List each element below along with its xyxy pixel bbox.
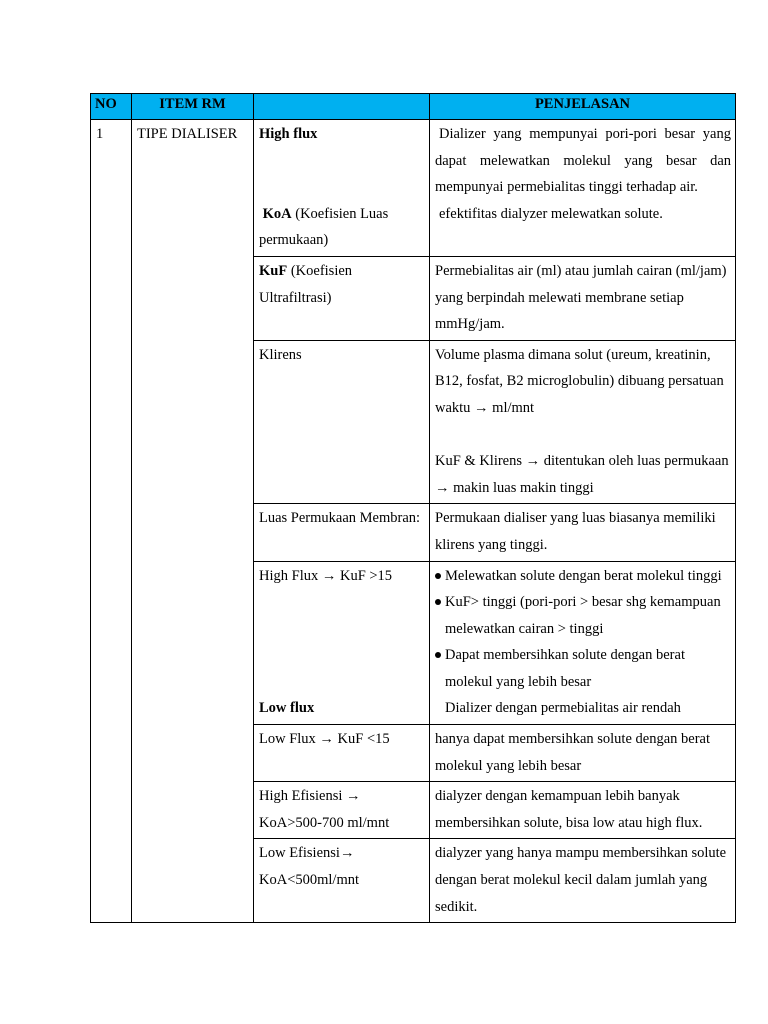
bullet-item: KuF> tinggi (pori-pori > besar shg kemampuan melewatkan cairan > tinggi bbox=[435, 589, 731, 642]
row-item: TIPE DIALISER bbox=[132, 120, 254, 923]
lowflux-kuf: Low Flux → KuF <15 bbox=[254, 725, 430, 782]
highflux-kuf: High Flux → KuF >15 bbox=[259, 567, 393, 584]
highflux-title: High flux bbox=[259, 126, 318, 142]
kuf-klirens-desc: KuF & Klirens → ditentukan oleh luas permukaan → makin luas makin tinggi bbox=[435, 453, 729, 496]
low-efisiensi-desc: dialyzer yang hanya mampu membersihkan solute dengan berat molekul kecil dalam jumlah yang sedikit. bbox=[430, 839, 736, 923]
lowflux-kuf-desc: hanya dapat membersihkan solute dengan berat molekul yang lebih besar bbox=[430, 725, 736, 782]
bullet-item: Dapat membersihkan solute dengan berat molekul yang lebih besar bbox=[435, 642, 731, 695]
header-penjelasan: PENJELASAN bbox=[430, 94, 736, 120]
low-efisiensi: Low Efisiensi→ KoA<500ml/mnt bbox=[254, 839, 430, 923]
highflux-desc: Dializer yang mempunyai pori-pori besar yang dapat melewatkan molekul yang besar dan mempunyai permebialitas tinggi terhadap air. bbox=[435, 126, 731, 196]
header-no: NO bbox=[91, 94, 132, 120]
cell-klirens-desc bbox=[430, 340, 736, 504]
table-header-row bbox=[91, 94, 736, 120]
kuf-desc: Permebialitas air (ml) atau jumlah cairan (ml/jam) yang berpindah melewati membrane setiap mmHg/jam. bbox=[430, 256, 736, 340]
klirens-title: Klirens bbox=[254, 340, 430, 504]
cell-highflux-lowflux bbox=[254, 561, 430, 725]
table-row bbox=[91, 120, 736, 257]
koa-desc: efektifitas dialyzer melewatkan solute. bbox=[439, 205, 663, 222]
koa-label: KoA (Koefisien Luas permukaan) bbox=[259, 205, 389, 249]
dialyzer-table bbox=[90, 93, 736, 923]
bullet-item: Melewatkan solute dengan berat molekul tinggi bbox=[435, 563, 731, 590]
cell-kuf: KuF (Koefisien Ultrafiltrasi) bbox=[254, 256, 430, 340]
high-efisiensi-desc: dialyzer dengan kemampuan lebih banyak membersihkan solute, bisa low atau high flux. bbox=[430, 782, 736, 839]
lowflux-title: Low flux bbox=[259, 700, 315, 717]
high-efisiensi: High Efisiensi → KoA>500-700 ml/mnt bbox=[254, 782, 430, 839]
row-number: 1 bbox=[91, 120, 132, 923]
header-item-rm: ITEM RM bbox=[132, 94, 254, 120]
header-subitem bbox=[254, 94, 430, 120]
cell-highflux-koa bbox=[254, 120, 430, 257]
luas-title: Luas Permukaan Membran: bbox=[254, 504, 430, 561]
cell-highflux-bullets bbox=[430, 561, 736, 725]
cell-highflux-desc bbox=[430, 120, 736, 257]
klirens-desc: Volume plasma dimana solut (ureum, kreatinin, B12, fosfat, B2 microglobulin) dibuang persatuan waktu → ml/mnt bbox=[435, 346, 724, 416]
lowflux-desc: Dializer dengan permebialitas air rendah bbox=[445, 700, 681, 717]
luas-desc: Permukaan dialiser yang luas biasanya memiliki klirens yang tinggi. bbox=[430, 504, 736, 561]
